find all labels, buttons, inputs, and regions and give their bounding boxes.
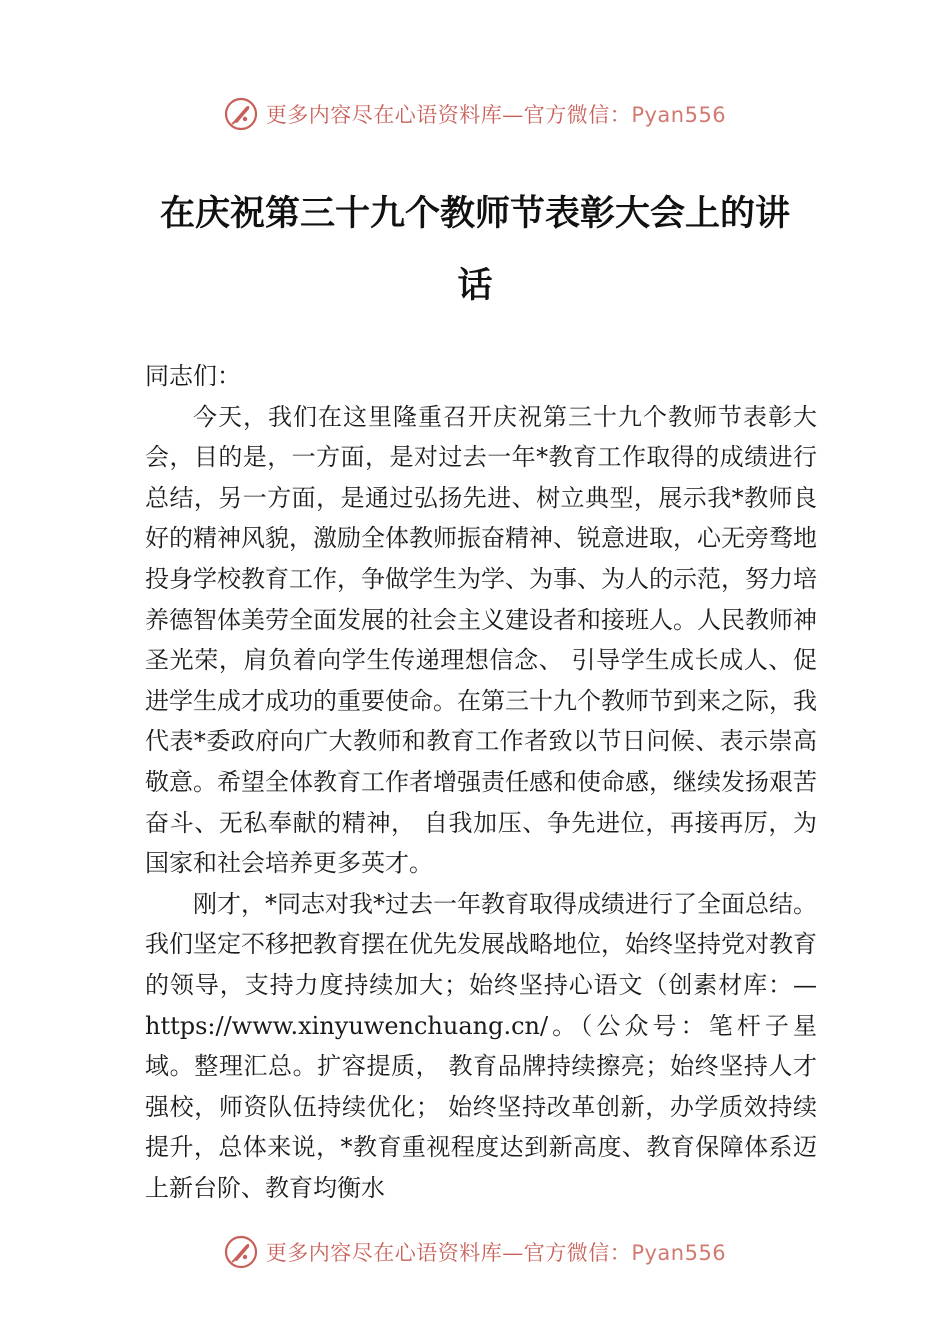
wechat-handle: Pyan556	[631, 1241, 727, 1265]
wechat-handle: Pyan556	[631, 103, 727, 127]
document-body	[145, 356, 817, 1208]
header-banner-text: 更多内容尽在心语资料库—官方微信：Pyan556	[265, 103, 727, 127]
footer-banner-text: 更多内容尽在心语资料库—官方微信：Pyan556	[265, 1241, 727, 1265]
document-title: 在庆祝第三十九个教师节表彰大会上的讲话	[159, 193, 790, 306]
header-banner	[0, 94, 950, 134]
footer-banner	[0, 1232, 950, 1272]
salutation: 同志们：	[145, 362, 241, 390]
quill-pen-logo-icon	[224, 1235, 258, 1269]
paragraph-2: 刚才，*同志对我*过去一年教育取得成绩进行了全面总结。我们坚定不移把教育摆在优先发展战略地位，始终坚持党对教育的领导，支持力度持续加大；始终坚持心语文（创素材库：—https://www.xinyuwenchuang.cn/。（公众号：笔杆子星域。整理汇总。扩容提质， 教育品牌持续擦亮；始终坚持人才强校，师资队伍持续优化； 始终坚持改革创新，办学质效持续提升，总体来说，*教育重视程度达到新高度、教育保障体系迈上新台阶、教育均衡水	[145, 889, 817, 1202]
paragraph-1: 今天，我们在这里隆重召开庆祝第三十九个教师节表彰大会，目的是，一方面，是对过去一年*教育工作取得的成绩进行总结，另一方面，是通过弘扬先进、树立典型，展示我*教师良好的精神风貌，激励全体教师振奋精神、锐意进取，心无旁骛地投身学校教育工作，争做学生为学、为事、为人的示范，努力培养德智体美劳全面发展的社会主义建设者和接班人。人民教师神圣光荣，肩负着向学生传递理想信念、 引导学生成长成人、促进学生成才成功的重要使命。在第三十九个教师节到来之际，我代表*委政府向广大教师和教育工作者致以节日问候、表示崇高敬意。希望全体教育工作者增强责任感和使命感，继续发扬艰苦奋斗、无私奉献的精神， 自我加压、争先进位，再接再厉，为国家和社会培养更多英才。	[145, 402, 817, 878]
quill-pen-logo-icon	[224, 97, 258, 131]
